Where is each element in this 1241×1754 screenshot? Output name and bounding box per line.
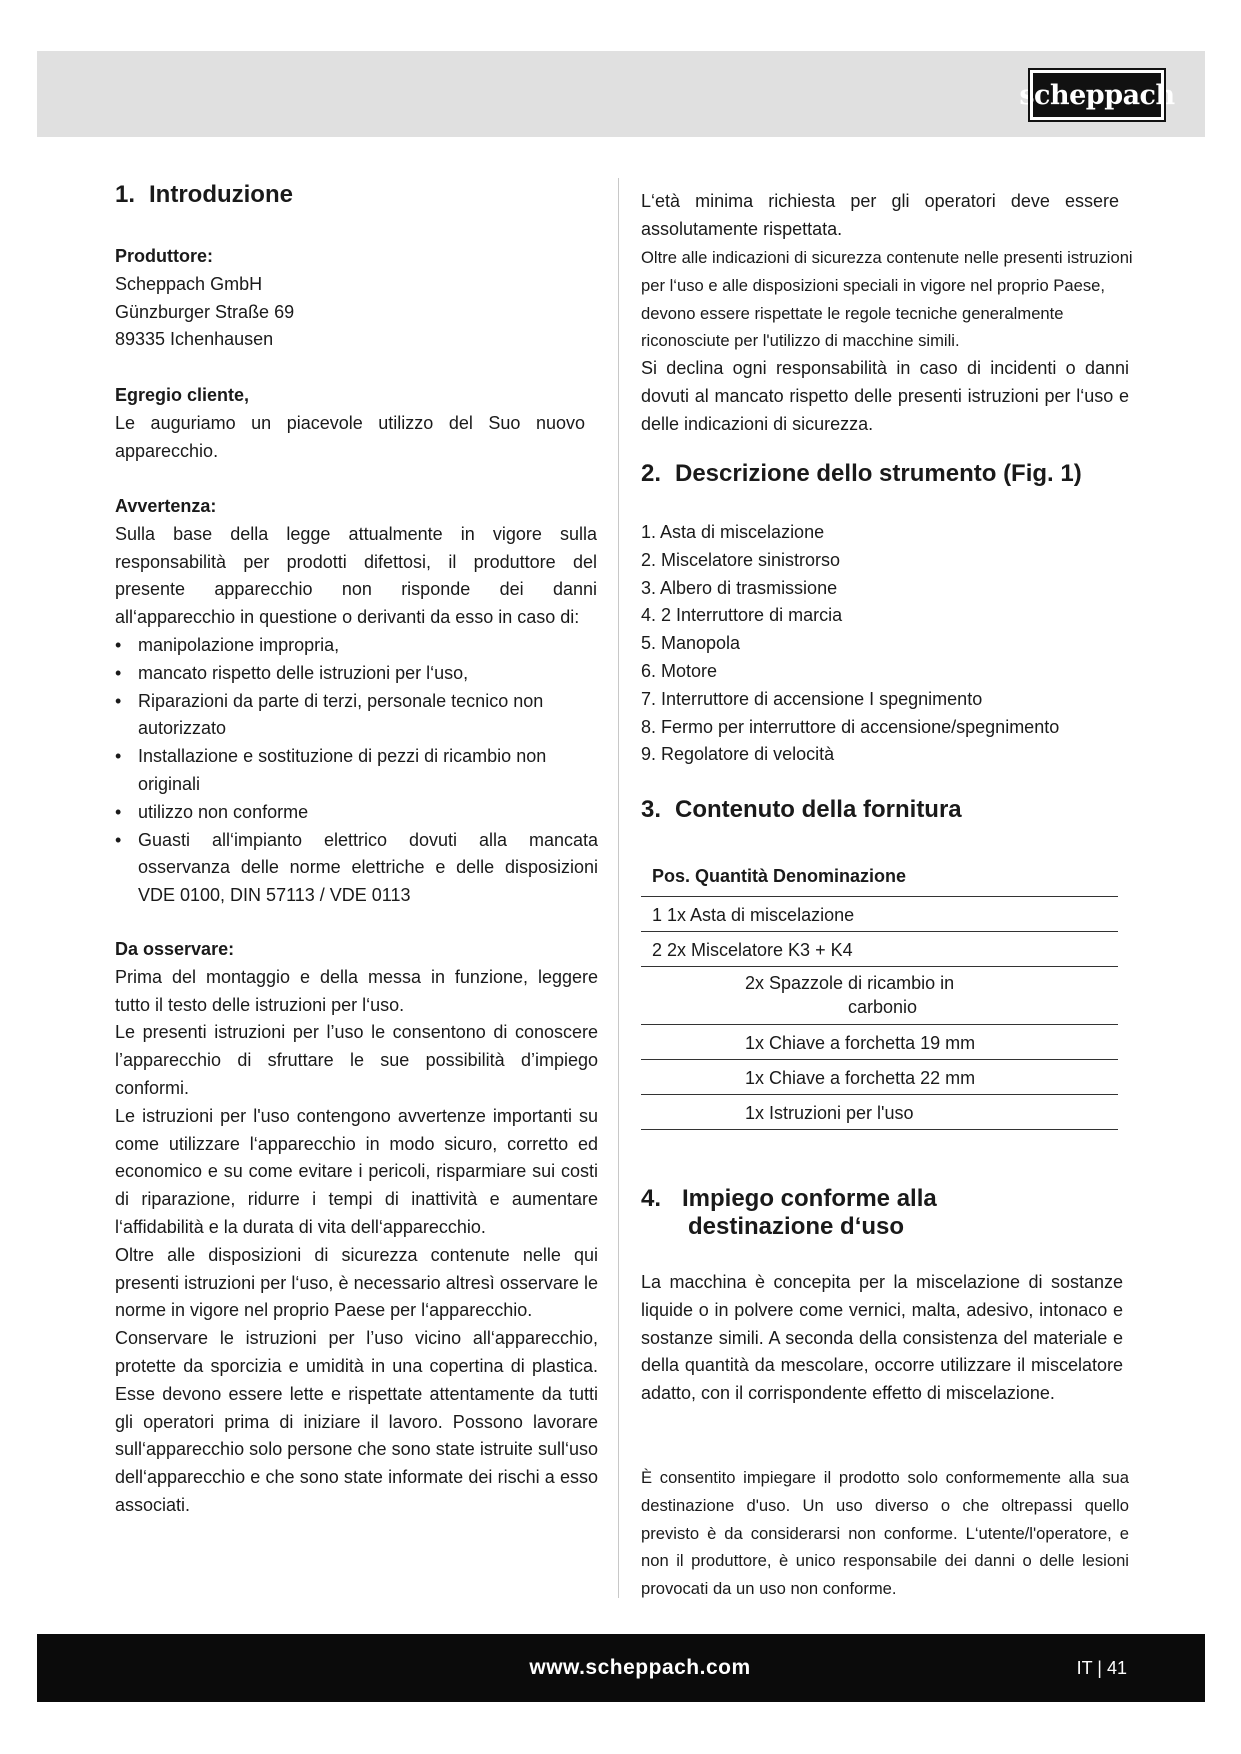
table-row: 1x Chiave a forchetta 22 mm: [641, 1060, 1118, 1095]
table-row: 1 1x Asta di miscelazione: [641, 897, 1118, 932]
liability-paragraph: Si declina ogni responsabilità in caso di incidenti o danni dovuti al mancato rispetto delle presenti istruzioni per l‘uso e delle indicazioni di sicurezza.: [641, 358, 1129, 434]
producer-block: [115, 243, 598, 354]
section-4-heading: 4. Impiego conforme alla destinazione d‘uso: [641, 1185, 937, 1240]
list-item: • manipolazione impropria,: [115, 632, 598, 660]
list-item: 8. Fermo per interruttore di accensione/spegnimento: [641, 716, 1060, 737]
list-item: • Guasti all‘impianto elettrico dovuti alla mancata osservanza delle norme elettriche e delle disposizioni VDE 0100, DIN 57113 / VDE 0113: [115, 827, 598, 910]
table-header: Pos. Quantità Denominazione: [641, 858, 1118, 897]
observe-paragraph: Le presenti istruzioni per l’uso le consentono di conoscere l’apparecchio di sfruttare le sue possibilità d’impiego conformi.: [115, 1022, 598, 1098]
table-row: 1x Istruzioni per l'uso: [641, 1095, 1118, 1130]
producer-label: Produttore:: [115, 246, 213, 266]
usage-paragraph: È consentito impiegare il prodotto solo conformemente alla sua destinazione d'uso. Un uso diverso o che oltrepassi quello previsto è da considerarsi non conforme. L‘utente/l'operatore, e non il produttore, è unico responsabile dei danni o delle lesioni provocati da un uso non conforme.: [641, 1468, 1129, 1599]
column-divider: [618, 178, 619, 1598]
observe-paragraph: Conservare le istruzioni per l’uso vicino all‘apparecchio, protette da sporcizia e umidità in una copertina di plastica. Esse devono essere lette e rispettate attentamente da tutti gli operatori prima di iniziare il lavoro. Possono lavorare sull‘apparecchio solo persone che sono state istruite sull‘uso dell‘apparecchio e che sono state informate dei rischi a esso associati.: [115, 1328, 598, 1515]
page-separator: |: [1097, 1658, 1102, 1678]
producer-line: Günzburger Straße 69: [115, 301, 295, 322]
section-2-heading: 2. Descrizione dello strumento (Fig. 1): [641, 460, 1082, 487]
list-item: 3. Albero di trasmissione: [641, 577, 838, 598]
scheppach-logo: scheppach: [1030, 70, 1164, 120]
customer-label: Egregio cliente,: [115, 385, 250, 405]
list-item: • mancato rispetto delle istruzioni per l‘uso,: [115, 660, 598, 688]
observe-block: [115, 936, 598, 1520]
producer-line: 89335 Ichenhausen: [115, 329, 274, 350]
page-indicator: [1077, 1658, 1127, 1679]
table-row: 1x Chiave a forchetta 19 mm: [641, 1025, 1118, 1060]
warning-block: [115, 493, 598, 910]
section-3-heading: 3. Contenuto della fornitura: [641, 796, 962, 823]
list-item: 9. Regolatore di velocità: [641, 744, 835, 765]
list-item: 1. Asta di miscelazione: [641, 522, 825, 542]
observe-label: Da osservare:: [115, 939, 235, 959]
list-item: 4. 2 Interruttore di marcia: [641, 605, 843, 626]
observe-paragraph: Prima del montaggio e della messa in funzione, leggere tutto il testo delle istruzioni per l‘uso.: [115, 966, 598, 1015]
usage-paragraph: La macchina è concepita per la miscelazione di sostanze liquide o in polvere come vernici, malta, adesivo, intonaco e sostanze simili. A seconda della consistenza del materiale e della quantità da mescolare, occorre utilizzare il miscelatore adatto, con il corrispondente effetto di miscelazione.: [641, 1272, 1123, 1404]
list-item: 5. Manopola: [641, 633, 741, 654]
list-item: 2. Miscelatore sinistrorso: [641, 549, 841, 570]
observe-paragraph: Le istruzioni per l'uso contengono avvertenze importanti su come utilizzare l‘apparecchio in modo sicuro, corretto ed economico e su come evitare i pericoli, risparmiare sui costi di riparazione, ridurre i tempi di inattività e aumentare l‘affidabilità e la durata di vita dell‘apparecchio.: [115, 1105, 598, 1237]
list-item: • utilizzo non conforme: [115, 799, 598, 827]
customer-block: [115, 382, 598, 465]
list-item: • Riparazioni da parte di terzi, personale tecnico non autorizzato: [115, 688, 578, 744]
parts-list: [641, 519, 1059, 769]
section-1-heading: 1. Introduzione: [115, 181, 293, 208]
age-paragraph: L‘età minima richiesta per gli operatori deve essere assolutamente rispettata.: [641, 191, 1119, 239]
contents-table: [641, 858, 1118, 1130]
list-item: • Installazione e sostituzione di pezzi di ricambio non originali: [115, 743, 598, 799]
website-link[interactable]: www.scheppach.com: [529, 1656, 751, 1679]
customer-text: Le auguriamo un piacevole utilizzo del Suo nuovo apparecchio.: [115, 412, 585, 461]
warning-list: [115, 632, 598, 910]
list-item: 7. Interruttore di accensione I spegnimento: [641, 688, 983, 709]
list-item: 6. Motore: [641, 660, 718, 681]
language-code: IT: [1076, 1658, 1093, 1678]
footer-bar: [37, 1634, 1205, 1702]
page-number: 41: [1106, 1658, 1127, 1678]
table-row: 2 2x Miscelatore K3 + K4: [641, 932, 1118, 967]
table-row: 2x Spazzole di ricambio in carbonio: [641, 967, 1118, 1025]
producer-line: Scheppach GmbH: [115, 273, 263, 294]
observe-paragraph: Oltre alle disposizioni di sicurezza contenute nelle qui presenti istruzioni per l‘uso, è necessario altresì osservare le norme in vigore nel proprio Paese per l‘apparecchio.: [115, 1244, 598, 1321]
warning-text: Sulla base della legge attualmente in vigore sulla responsabilità per prodotti difettosi, il produttore del presente apparecchio non risponde dei danni all‘apparecchio in questione o derivanti da esso in caso di:: [115, 523, 597, 628]
warning-label: Avvertenza:: [115, 496, 217, 516]
rules-paragraph: Oltre alle indicazioni di sicurezza contenute nelle presenti istruzioni per l‘uso e alle disposizioni speciali in vigore nel proprio Paese, devono essere rispettate le regole tecniche generalmente riconosciute per l'utilizzo di macchine simili.: [641, 248, 1133, 351]
